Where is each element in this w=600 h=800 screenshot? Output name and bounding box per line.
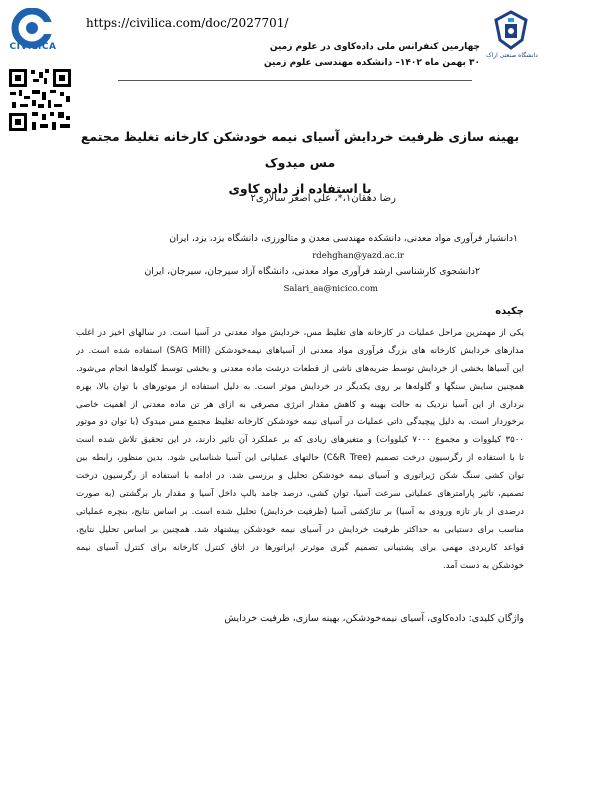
abstract-line: برداری از این آسیا نزدیک به حالت بهینه و کاهش مقدار انرژی مصرفی به ازای هر تن ماده معدنی از اهمیت خاصی (76, 399, 524, 410)
abstract-line: تا با استفاده از رگرسیون درخت تصمیم (C&R Tree) حالتهای عملیاتی این آسیا شناسایی شود. بدین منظور، رابطه بین (76, 453, 524, 464)
university-logo (488, 10, 534, 50)
conference-date: ۳۰ بهمن ماه ۱۴۰۲– دانشکده مهندسی علوم زمین (263, 58, 480, 68)
abstract-line: برخوردار است. به دلیل پیچیدگی ذاتی عملیات در آسیای نیمه خودشکن کارخانه تغلیظ مجتمع مس میدوک (با توان دو موتور (76, 417, 524, 428)
abstract-line: ۳۵۰۰ کیلووات و مجموع ۷۰۰۰ کیلووات) و متغیرهای زیادی که بر عملکرد آن تاثیر دارند، در این تحقیق تلاش شده است (76, 435, 524, 446)
abstract-body (76, 325, 524, 575)
abstract-line: مناسب برای دستیابی به حداکثر ظرفیت خردایش در آسیای نیمه خودشکن پیشنهاد شد. همچنین بر اساس تحلیل نتایج، (76, 524, 524, 535)
keywords: واژگان کلیدی: داده‌کاوی، آسیای نیمه‌خودشکن، بهینه سازی، ظرفیت خردایش (224, 613, 524, 624)
paper-title-line: با استفاده از داده کاوی (228, 181, 372, 196)
abstract-line: قواعد کاربردی مهمی برای پشتیبانی تصمیم گیری موثرتر اپراتورها در اتاق کنترل کارخانه برای کنترل آسیای نیمه (76, 542, 524, 553)
header-divider (118, 80, 472, 81)
abstract-line: این آسیاها بخشی از خردایش توسط ضربه‌های ناشی از قطعات درشت ماده معدنی و بخشی توسط گلوله‌ها انجام می‌شود. (76, 363, 524, 374)
abstract-line: خودشکن به دست آمد. (443, 560, 524, 571)
paper-title-line: بهینه سازی ظرفیت خردایش آسیای نیمه خودشکن کارخانه تغلیظ مجتمع مس میدوک (80, 129, 520, 170)
abstract-line: درصدی از بار تازه ورودی به آسیا) بر تناژکشی آسیا (ظرفیت خردایش) تحلیل شده است. بر اساس نتایج، بنچره عملیاتی (76, 506, 524, 517)
abstract-line: یکی از مهمترین مراحل عملیات در کارخانه های تغلیظ مس، خردایش مواد معدنی در آسیا است. در سالهای اخیر در اغلب (76, 328, 524, 338)
qr-code-icon[interactable] (8, 68, 72, 132)
email-2: Salari_aa@nicico.com (283, 284, 378, 294)
affiliation-1: ۱دانشیار فرآوری مواد معدنی، دانشکده مهندسی معدن و متالورزی، دانشگاه یزد، یزد، ایران (169, 233, 518, 244)
affiliation-2: ۲دانشجوی کارشناسی ارشد فرآوری مواد معدنی، دانشگاه آزاد سیرجان، سیرجان، ایران (144, 266, 480, 277)
authors: رضا دهقان۱،*، علی اصغر سالاری۲ (250, 193, 396, 204)
civilica-logo[interactable] (4, 8, 60, 60)
university-caption: دانشگاه صنعتی اراک (486, 52, 538, 59)
abstract-heading: چکیده (495, 306, 524, 317)
abstract-line: همچنین سایش سنگها و گلوله‌ها بر روی یکدیگر در خردایش موثر است. به دلیل استفاده از موتورهای با توان بالا، بهره (76, 381, 524, 392)
abstract-line: مدارهای خردایش کارخانه های بزرگ فرآوری مواد معدنی از آسیاهای نیمه‌خودشکن (SAG Mill) استفاده شده است. در (76, 345, 524, 356)
conference-title: چهارمین کنفرانس ملی داده‌کاوی در علوم زمین (269, 42, 480, 52)
abstract-line: توان کشی سنگ شکن ژیراتوری و آسیای نیمه خودشکن تحلیل و بررسی شد. در ادامه با استفاده از رگرسیون درخت (76, 471, 524, 482)
abstract-line: تصمیم، تاثیر پارامترهای عملیاتی سرعت آسیا، توان کشی، درصد جامد بالپ داخل آسیا و مقدار بار برگشتی (به صورت (76, 489, 524, 500)
email-1: rdehghan@yazd.ac.ir (312, 251, 404, 261)
paper-title (70, 124, 530, 202)
document-url-link[interactable]: https://civilica.com/doc/2027701/ (86, 16, 289, 30)
civilica-wordmark: CIVILICA (9, 42, 57, 52)
